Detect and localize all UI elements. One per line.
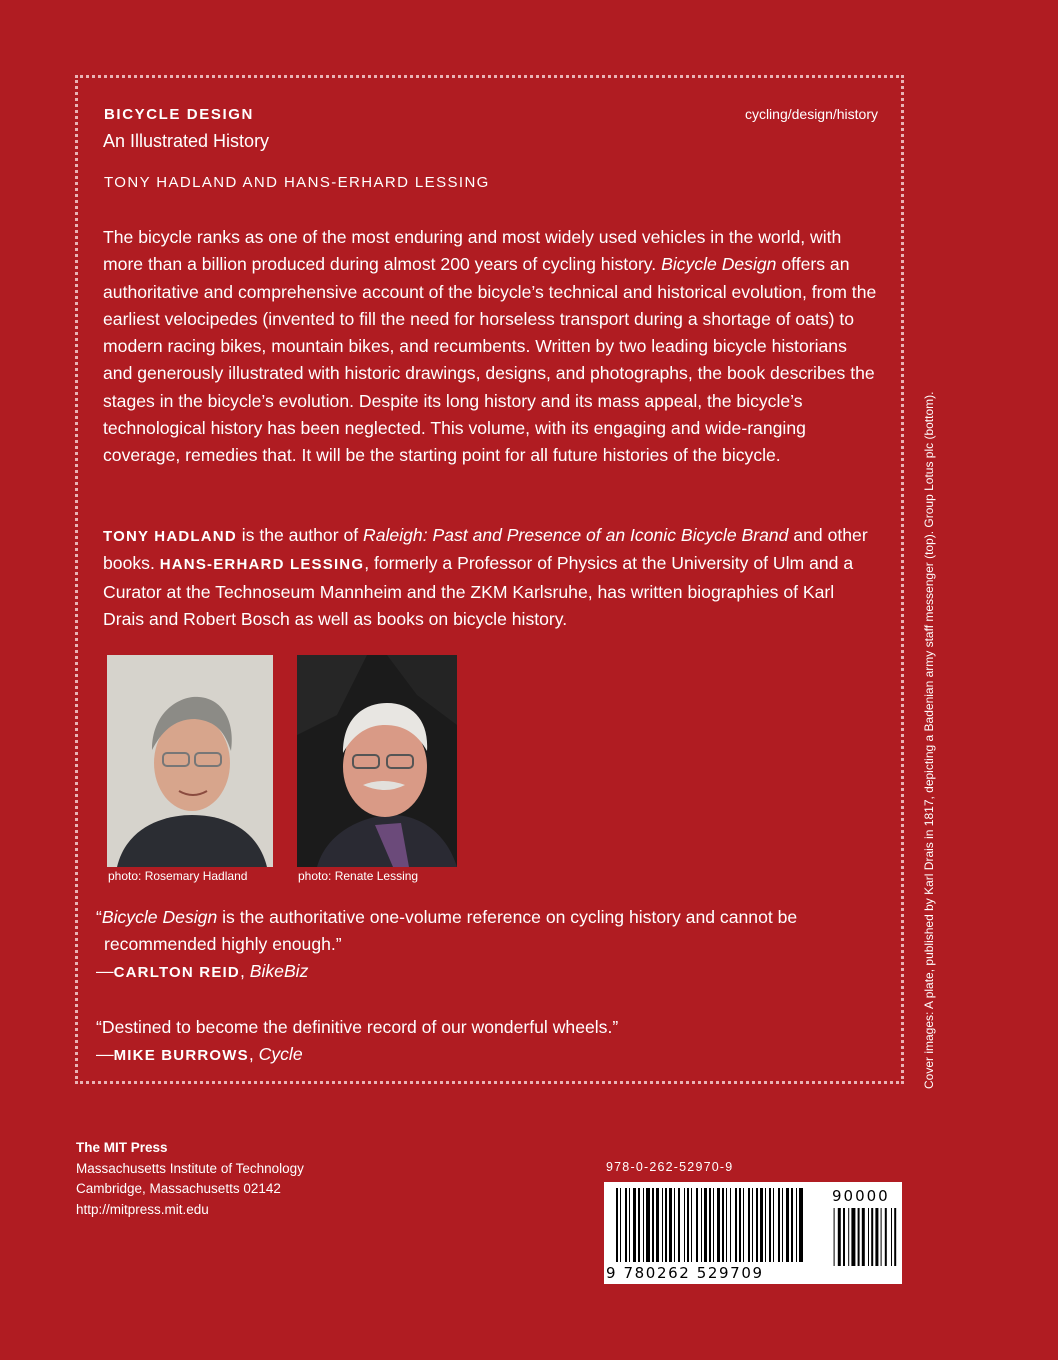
quote-2-dash: — xyxy=(96,1044,114,1064)
quote-1-source: BikeBiz xyxy=(249,961,309,981)
barcode-digits: 9 780262 529709 xyxy=(606,1264,764,1282)
category-label: cycling/design/history xyxy=(744,106,878,122)
description-part-2: offers an authoritative and comprehensive account of the bicycle’s technical and historical evolution, from the earliest velocipedes (invented to fill the need for horseless transport during a shortage of oats) to modern racing bikes, mountain bikes, and recumbents. Written by two leading bicycle historians and generously illustrated with historic drawings, designs, and photographs, the book describes the stages in the bicycle’s evolution. Despite its long history and its mass appeal, the bicycle’s technological history has been neglected. This volume, with its engaging and wide-ranging coverage, remedies that. It will be the starting point for all future histories of the bicycle. xyxy=(103,254,877,466)
bio-text-2: and other books. xyxy=(103,525,868,574)
quote-1-text: is the authoritative one-volume reference on cycling history and cannot be recommended highly enough.” xyxy=(104,907,798,954)
review-quote-2 xyxy=(96,1014,886,1069)
barcode-price-code: 90000 xyxy=(832,1187,890,1205)
book-series-title: BICYCLE DESIGN xyxy=(104,106,254,123)
quote-1-sep: , xyxy=(239,961,250,981)
author-bio xyxy=(103,522,879,633)
photo-caption-hadland: photo: Rosemary Hadland xyxy=(108,869,248,883)
description-part-1: The bicycle ranks as one of the most enduring and most widely used vehicles in the world, with more than a billion produced during almost 200 years of cycling history. xyxy=(103,227,842,275)
quote-2-source: Cycle xyxy=(258,1044,303,1064)
quote-1-italic: Bicycle Design xyxy=(101,907,218,927)
bio-text-1: is the author of xyxy=(236,525,364,545)
quote-1-dash: — xyxy=(96,961,114,981)
bio-name-2: HANS-ERHARD LESSING xyxy=(159,556,365,574)
publisher-name: The MIT Press xyxy=(76,1140,168,1155)
author-photo-lessing xyxy=(297,655,463,867)
isbn-label: 978-0-262-52970-9 xyxy=(606,1160,734,1174)
barcode xyxy=(604,1182,902,1284)
description-title-italic: Bicycle Design xyxy=(661,254,777,275)
bio-book-italic: Raleigh: Past and Presence of an Iconic Bicycle Brand xyxy=(363,525,789,545)
authors-line: TONY HADLAND AND HANS-ERHARD LESSING xyxy=(104,174,490,191)
quote-2-attribution xyxy=(96,1041,886,1069)
bio-text-3: , formerly a Professor of Physics at the University of Ulm and a Curator at the Technoseum Mannheim and the ZKM Karlsruhe, has written biographies of Karl Drais and Robert Bosch as well as books on bicycle history. xyxy=(103,553,854,629)
publisher-address-1: Massachusetts Institute of Technology xyxy=(76,1160,304,1176)
quote-1-open-mark: “ xyxy=(96,907,102,927)
quote-2-sep: , xyxy=(248,1044,259,1064)
cover-image-credit: Cover images: A plate, published by Karl Drais in 1817, depicting a Badenian army staff messenger (top). Group Lotus plc (bottom). xyxy=(922,391,936,1089)
review-quote-1 xyxy=(96,904,886,986)
quote-2-name: MIKE BURROWS xyxy=(113,1047,249,1064)
publisher-block xyxy=(76,1138,304,1220)
bio-name-1: TONY HADLAND xyxy=(103,528,237,545)
publisher-address-2: Cambridge, Massachusetts 02142 xyxy=(76,1181,281,1196)
photo-caption-lessing: photo: Renate Lessing xyxy=(298,869,419,883)
book-subtitle: An Illustrated History xyxy=(103,131,270,151)
book-description xyxy=(103,224,879,470)
quote-2-text: “Destined to become the definitive record of our wonderful wheels.” xyxy=(96,1017,619,1037)
quote-1-body xyxy=(96,904,886,958)
quote-1-name: CARLTON REID xyxy=(113,964,240,981)
author-photo-hadland xyxy=(107,655,273,867)
quote-1-attribution xyxy=(96,958,886,986)
publisher-url[interactable]: http://mitpress.mit.edu xyxy=(76,1201,209,1217)
